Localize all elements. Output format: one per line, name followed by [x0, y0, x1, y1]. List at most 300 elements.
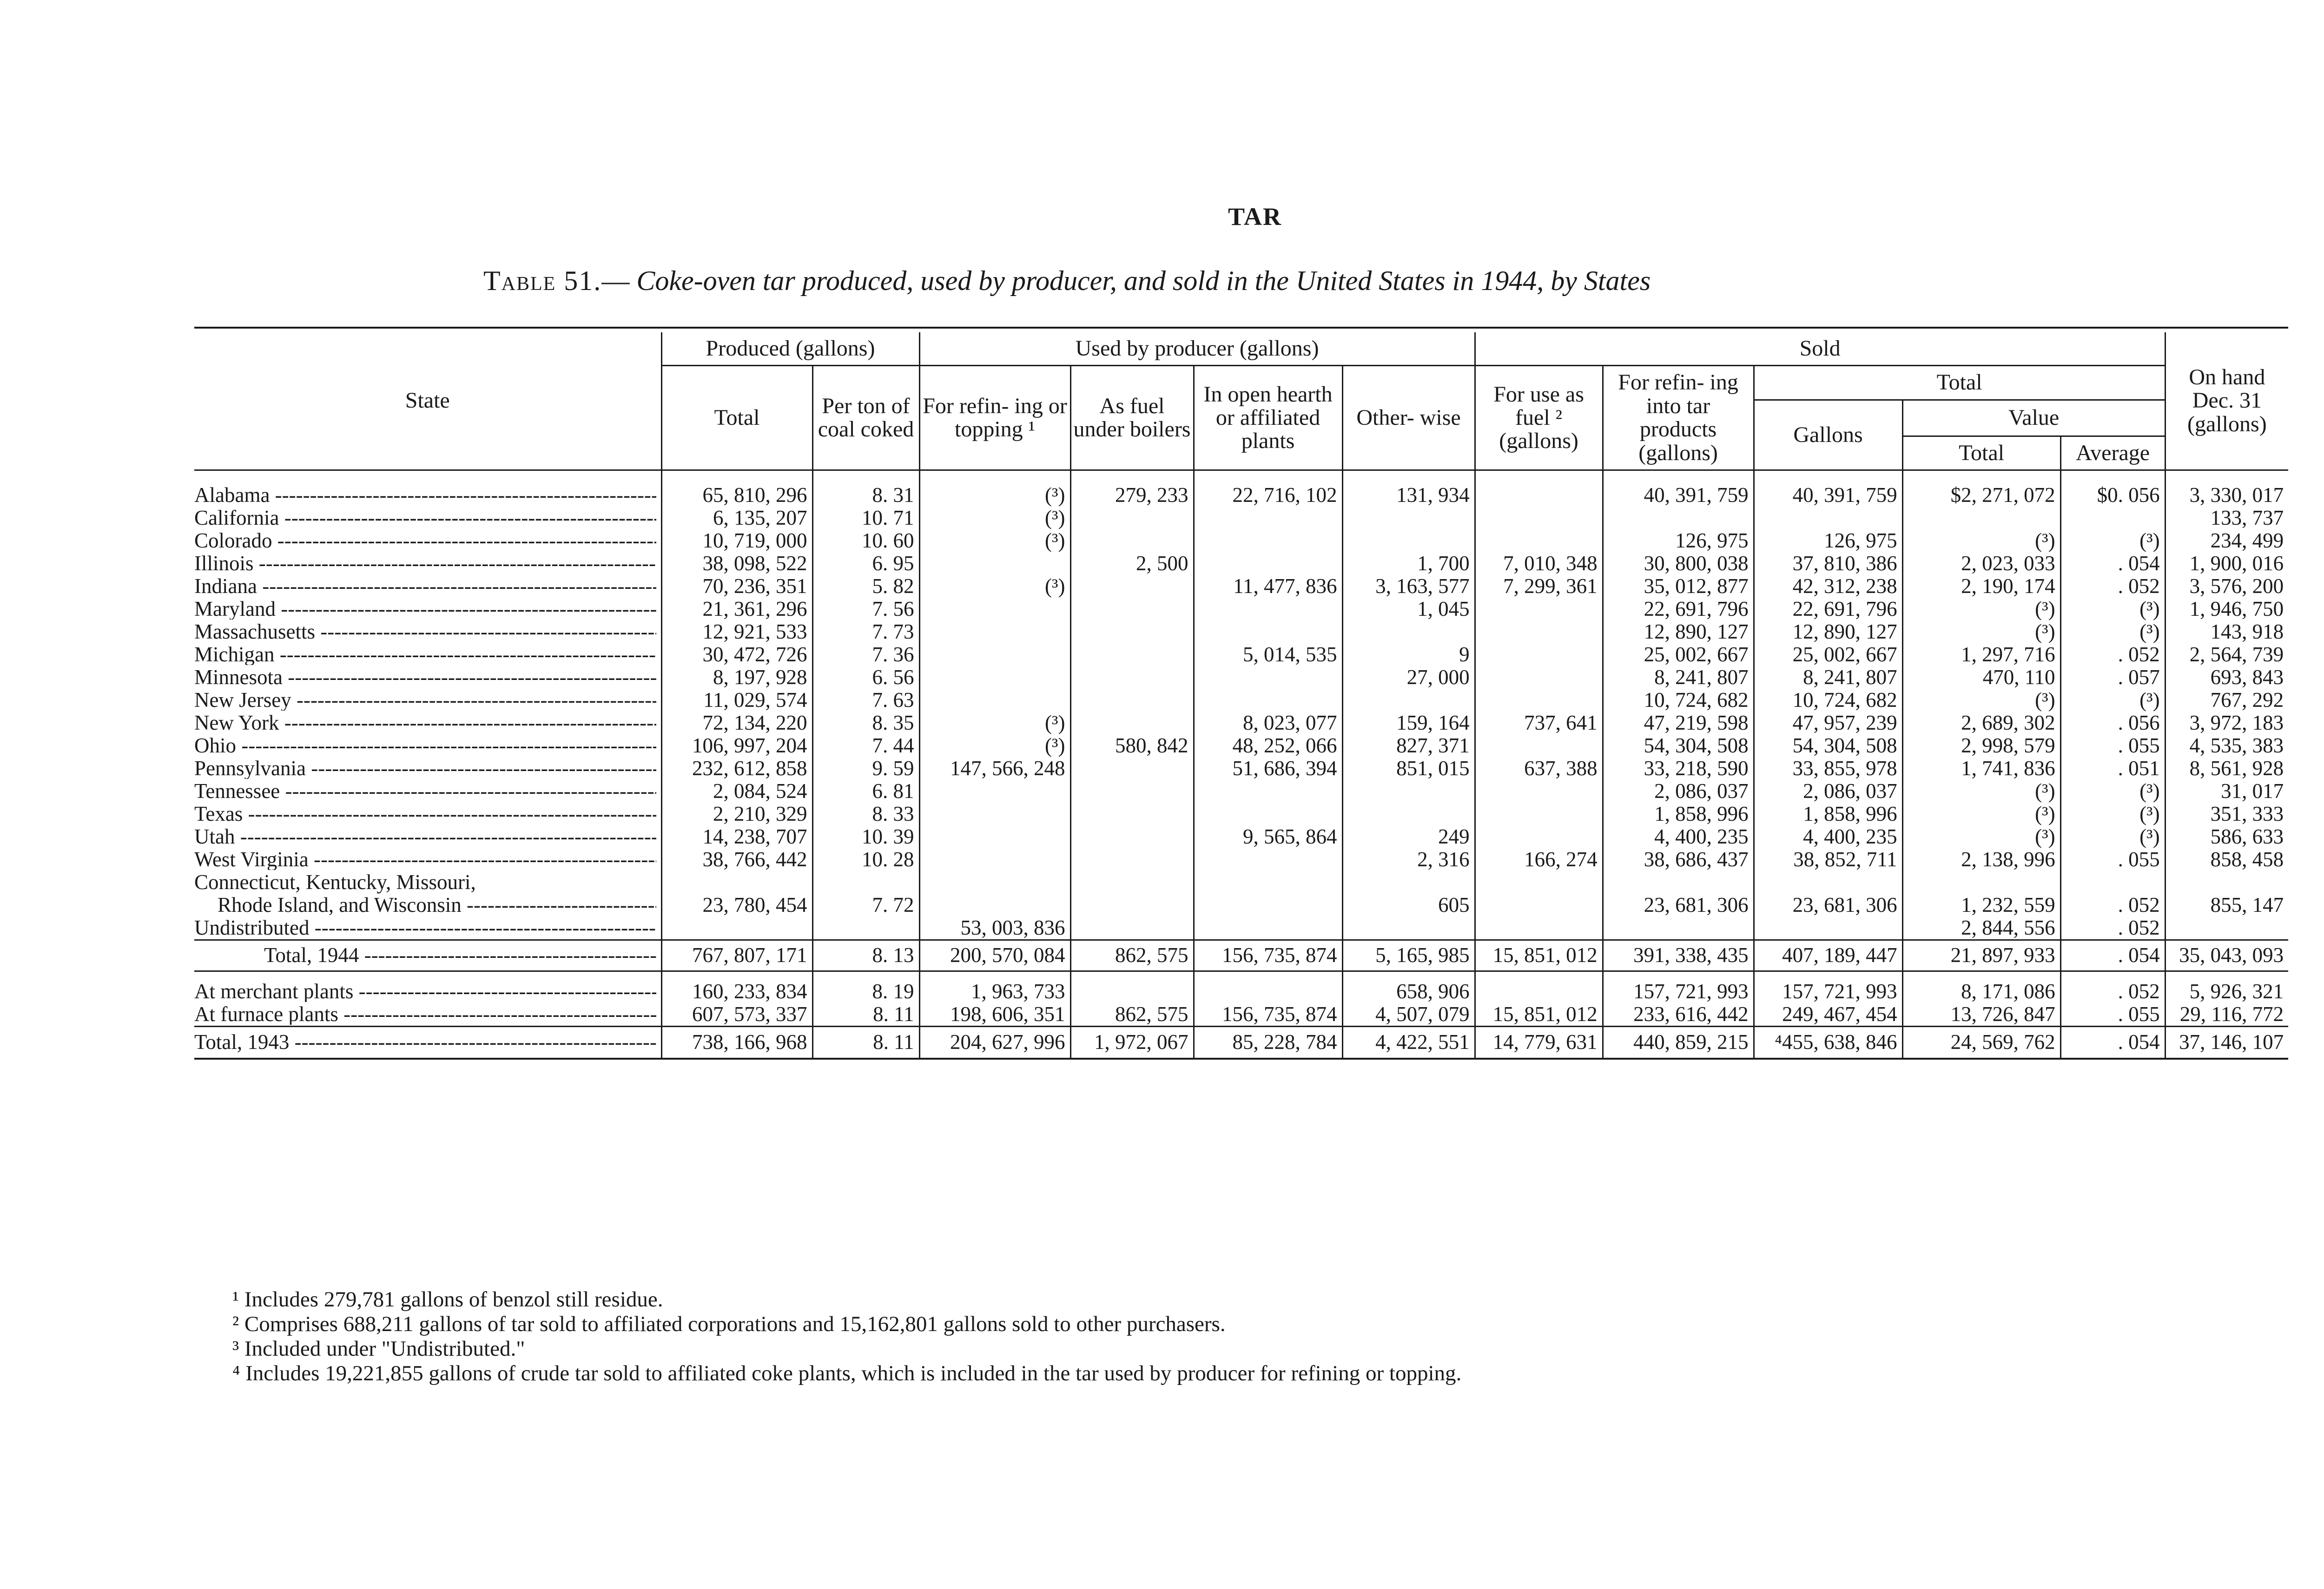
cell-on-hand: 4, 535, 383: [2165, 734, 2288, 757]
cell-value-total: 2, 998, 579: [1902, 734, 2060, 757]
cell-per-ton: 10. 39: [812, 825, 919, 848]
cell-total: 30, 472, 726: [661, 643, 812, 666]
cell-total: 767, 807, 171: [661, 940, 812, 971]
cell-open-hearth: [1194, 689, 1342, 712]
cell-refining: 198, 606, 351: [919, 1003, 1070, 1027]
cell-fuel-boilers: [1070, 780, 1194, 803]
tar-table: [194, 332, 2288, 1060]
cell-value-total: 1, 741, 836: [1902, 757, 2060, 780]
cell-per-ton: 7. 73: [812, 620, 919, 643]
cell-total: 2, 210, 329: [661, 803, 812, 825]
cell-value-total: [1902, 507, 2060, 529]
cell-refining: 1, 963, 733: [919, 971, 1070, 1003]
cell-value-total: 2, 844, 556: [1902, 916, 2060, 940]
cell-fuel-boilers: 279, 233: [1070, 484, 1194, 507]
header-average: Average: [2060, 436, 2165, 470]
cell-per-ton: 8. 13: [812, 940, 919, 971]
header-fuel-boilers: As fuel under boilers: [1070, 366, 1194, 470]
footnote-1: ¹ Includes 279,781 gallons of benzol still residue.: [232, 1287, 663, 1312]
header-otherwise: Other- wise: [1342, 366, 1475, 470]
header-produced: Produced (gallons): [661, 332, 919, 366]
cell-open-hearth: 156, 735, 874: [1194, 1003, 1342, 1027]
header-per-ton: Per ton of coal coked: [812, 366, 919, 470]
cell-otherwise: 2, 316: [1342, 848, 1475, 871]
cell-refining-tar: 33, 218, 590: [1603, 757, 1754, 780]
cell-on-hand: 586, 633: [2165, 825, 2288, 848]
cell-use-fuel: 14, 779, 631: [1475, 1026, 1603, 1059]
cell-fuel-boilers: [1070, 803, 1194, 825]
cell-total: 14, 238, 707: [661, 825, 812, 848]
cell-refining: 53, 003, 836: [919, 916, 1070, 940]
cell-average: (³): [2060, 780, 2165, 803]
state-name: New York -----: [194, 712, 656, 733]
cell-open-hearth: 51, 686, 394: [1194, 757, 1342, 780]
cell-refining-tar: 157, 721, 993: [1603, 971, 1754, 1003]
cell-open-hearth: [1194, 529, 1342, 552]
table-row: [194, 848, 2288, 871]
cell-total: 6, 135, 207: [661, 507, 812, 529]
cell-fuel-boilers: [1070, 825, 1194, 848]
cell-value-total: 2, 689, 302: [1902, 712, 2060, 734]
cell-fuel-boilers: [1070, 529, 1194, 552]
cell-open-hearth: 48, 252, 066: [1194, 734, 1342, 757]
state-name: Undistributed -----: [194, 917, 656, 938]
cell-on-hand: 143, 918: [2165, 620, 2288, 643]
state-name: California -----: [194, 508, 656, 528]
cell-refining-tar: 22, 691, 796: [1603, 598, 1754, 620]
cell-average: . 052: [2060, 971, 2165, 1003]
cell-gallons: [1754, 507, 1902, 529]
cell-refining-tar: 25, 002, 667: [1603, 643, 1754, 666]
table-row: [194, 734, 2288, 757]
cell-otherwise: 1, 045: [1342, 598, 1475, 620]
cell-use-fuel: 15, 851, 012: [1475, 940, 1603, 971]
cell-refining-tar: 35, 012, 877: [1603, 575, 1754, 598]
table-row: [194, 757, 2288, 780]
cell-value-total: (³): [1902, 620, 2060, 643]
cell-per-ton: 8. 33: [812, 803, 919, 825]
cell-refining: [919, 666, 1070, 689]
cell-otherwise: 5, 165, 985: [1342, 940, 1475, 971]
state-name: Massachusetts -----: [194, 621, 656, 642]
cell-average: . 054: [2060, 940, 2165, 971]
table-row: [194, 894, 2288, 916]
header-use-fuel: For use as fuel ² (gallons): [1475, 366, 1603, 470]
cell-refining-tar: 54, 304, 508: [1603, 734, 1754, 757]
cell-otherwise: 1, 700: [1342, 552, 1475, 575]
header-refining-tar: For refin- ing into tar products (gallons): [1603, 366, 1754, 470]
running-head: TAR: [1228, 203, 1282, 231]
cell-refining-tar: 2, 086, 037: [1603, 780, 1754, 803]
cell-gallons: 38, 852, 711: [1754, 848, 1902, 871]
state-name: Minnesota -----: [194, 667, 656, 688]
cell-total: 65, 810, 296: [661, 484, 812, 507]
cell-gallons: 40, 391, 759: [1754, 484, 1902, 507]
cell-open-hearth: [1194, 620, 1342, 643]
cell-on-hand: 858, 458: [2165, 848, 2288, 871]
cell-open-hearth: 9, 565, 864: [1194, 825, 1342, 848]
cell-fuel-boilers: [1070, 643, 1194, 666]
cell-per-ton: 7. 44: [812, 734, 919, 757]
cell-on-hand: 3, 972, 183: [2165, 712, 2288, 734]
cell-refining-tar: 233, 616, 442: [1603, 1003, 1754, 1027]
cell-on-hand: 693, 843: [2165, 666, 2288, 689]
header-value-total: Total: [1902, 436, 2060, 470]
header-sold: Sold: [1475, 332, 2165, 366]
cell-fuel-boilers: [1070, 666, 1194, 689]
total-1943-row: [194, 1026, 2288, 1059]
cell-total: 72, 134, 220: [661, 712, 812, 734]
cell-average: (³): [2060, 620, 2165, 643]
cell-fuel-boilers: [1070, 971, 1194, 1003]
cell-on-hand: 2, 564, 739: [2165, 643, 2288, 666]
cell-gallons: 10, 724, 682: [1754, 689, 1902, 712]
table-row: [194, 871, 2288, 894]
cell-average: . 054: [2060, 552, 2165, 575]
table-row: [194, 575, 2288, 598]
cell-fuel-boilers: [1070, 712, 1194, 734]
cell-gallons: 33, 855, 978: [1754, 757, 1902, 780]
cell-value-total: (³): [1902, 529, 2060, 552]
cell-refining: [919, 780, 1070, 803]
cell-otherwise: 159, 164: [1342, 712, 1475, 734]
cell-fuel-boilers: [1070, 507, 1194, 529]
cell-use-fuel: [1475, 803, 1603, 825]
table-row: [194, 916, 2288, 940]
cell-average: . 057: [2060, 666, 2165, 689]
cell-refining: (³): [919, 484, 1070, 507]
cell-open-hearth: 156, 735, 874: [1194, 940, 1342, 971]
state-name: Connecticut, Kentucky, Missouri,: [194, 870, 476, 894]
footnote-3: ³ Included under "Undistributed.": [232, 1337, 525, 1361]
cell-use-fuel: 7, 299, 361: [1475, 575, 1603, 598]
state-name: New Jersey -----: [194, 690, 656, 711]
cell-refining-tar: 10, 724, 682: [1603, 689, 1754, 712]
cell-use-fuel: [1475, 507, 1603, 529]
cell-value-total: (³): [1902, 689, 2060, 712]
table-row: [194, 689, 2288, 712]
table-row: [194, 552, 2288, 575]
cell-open-hearth: [1194, 507, 1342, 529]
cell-on-hand: 35, 043, 093: [2165, 940, 2288, 971]
header-sold-total: Total: [1754, 366, 2165, 400]
cell-use-fuel: 15, 851, 012: [1475, 1003, 1603, 1027]
cell-gallons: 23, 681, 306: [1754, 894, 1902, 916]
cell-refining: [919, 643, 1070, 666]
cell-per-ton: 7. 56: [812, 598, 919, 620]
cell-value-total: (³): [1902, 598, 2060, 620]
cell-use-fuel: [1475, 484, 1603, 507]
cell-fuel-boilers: 1, 972, 067: [1070, 1026, 1194, 1059]
cell-per-ton: 8. 35: [812, 712, 919, 734]
cell-total: 23, 780, 454: [661, 894, 812, 916]
cell-total: 38, 098, 522: [661, 552, 812, 575]
table-row: [194, 666, 2288, 689]
state-name: Rhode Island, and Wisconsin -----: [218, 895, 656, 916]
cell-fuel-boilers: [1070, 689, 1194, 712]
cell-per-ton: 7. 72: [812, 894, 919, 916]
cell-fuel-boilers: 2, 500: [1070, 552, 1194, 575]
cell-use-fuel: [1475, 620, 1603, 643]
cell-on-hand: 234, 499: [2165, 529, 2288, 552]
cell-refining: [919, 598, 1070, 620]
cell-per-ton: 7. 36: [812, 643, 919, 666]
cell-use-fuel: 637, 388: [1475, 757, 1603, 780]
cell-on-hand: 855, 147: [2165, 894, 2288, 916]
cell-average: (³): [2060, 598, 2165, 620]
cell-gallons: 8, 241, 807: [1754, 666, 1902, 689]
cell-average: . 051: [2060, 757, 2165, 780]
cell-value-total: 2, 023, 033: [1902, 552, 2060, 575]
cell-average: . 054: [2060, 1026, 2165, 1059]
cell-value-total: (³): [1902, 825, 2060, 848]
cell-use-fuel: [1475, 780, 1603, 803]
cell-otherwise: [1342, 529, 1475, 552]
cell-refining-tar: 440, 859, 215: [1603, 1026, 1754, 1059]
cell-gallons: 37, 810, 386: [1754, 552, 1902, 575]
cell-total: 8, 197, 928: [661, 666, 812, 689]
state-name: Total, 1944 -----: [264, 945, 656, 966]
spacer-row: [194, 470, 2288, 484]
cell-total: 160, 233, 834: [661, 971, 812, 1003]
cell-otherwise: 605: [1342, 894, 1475, 916]
cell-value-total: $2, 271, 072: [1902, 484, 2060, 507]
cell-per-ton: 8. 31: [812, 484, 919, 507]
cell-use-fuel: [1475, 529, 1603, 552]
state-name: Texas -----: [194, 804, 656, 824]
cell-on-hand: 5, 926, 321: [2165, 971, 2288, 1003]
cell-per-ton: 5. 82: [812, 575, 919, 598]
cell-value-total: (³): [1902, 780, 2060, 803]
cell-fuel-boilers: [1070, 620, 1194, 643]
cell-refining: 147, 566, 248: [919, 757, 1070, 780]
cell-gallons: 2, 086, 037: [1754, 780, 1902, 803]
cell-use-fuel: [1475, 825, 1603, 848]
cell-total: 70, 236, 351: [661, 575, 812, 598]
cell-refining: (³): [919, 507, 1070, 529]
cell-fuel-boilers: [1070, 848, 1194, 871]
cell-use-fuel: 737, 641: [1475, 712, 1603, 734]
cell-gallons: 47, 957, 239: [1754, 712, 1902, 734]
cell-use-fuel: [1475, 734, 1603, 757]
cell-open-hearth: [1194, 971, 1342, 1003]
cell-open-hearth: 22, 716, 102: [1194, 484, 1342, 507]
cell-per-ton: 6. 56: [812, 666, 919, 689]
cell-fuel-boilers: 862, 575: [1070, 940, 1194, 971]
cell-total: 11, 029, 574: [661, 689, 812, 712]
cell-total: 21, 361, 296: [661, 598, 812, 620]
cell-otherwise: 3, 163, 577: [1342, 575, 1475, 598]
cell-gallons: 1, 858, 996: [1754, 803, 1902, 825]
cell-refining-tar: 47, 219, 598: [1603, 712, 1754, 734]
cell-value-total: 21, 897, 933: [1902, 940, 2060, 971]
cell-refining: (³): [919, 712, 1070, 734]
footnote-2: ² Comprises 688,211 gallons of tar sold to affiliated corporations and 15,162,801 gallons sold to other purchasers.: [232, 1312, 1226, 1337]
cell-use-fuel: [1475, 643, 1603, 666]
cell-fuel-boilers: 580, 842: [1070, 734, 1194, 757]
header-state: State: [194, 332, 661, 470]
cell-gallons: 407, 189, 447: [1754, 940, 1902, 971]
cell-otherwise: [1342, 803, 1475, 825]
cell-otherwise: 827, 371: [1342, 734, 1475, 757]
table-row: [194, 507, 2288, 529]
cell-refining-tar: 38, 686, 437: [1603, 848, 1754, 871]
cell-value-total: 1, 232, 559: [1902, 894, 2060, 916]
cell-per-ton: 10. 28: [812, 848, 919, 871]
top-rule: [194, 327, 2288, 329]
cell-fuel-boilers: [1070, 598, 1194, 620]
cell-per-ton: 6. 81: [812, 780, 919, 803]
state-name: At furnace plants -----: [194, 1004, 656, 1025]
cell-on-hand: 351, 333: [2165, 803, 2288, 825]
cell-otherwise: [1342, 507, 1475, 529]
total-1944-row: [194, 940, 2288, 971]
state-name: Ohio -----: [194, 735, 656, 756]
cell-total: 232, 612, 858: [661, 757, 812, 780]
cell-use-fuel: 166, 274: [1475, 848, 1603, 871]
header-refining: For refin- ing or topping ¹: [919, 366, 1070, 470]
cell-otherwise: [1342, 780, 1475, 803]
cell-value-total: (³): [1902, 803, 2060, 825]
cell-refining-tar: 391, 338, 435: [1603, 940, 1754, 971]
cell-average: [2060, 507, 2165, 529]
cell-otherwise: [1342, 620, 1475, 643]
cell-per-ton: 8. 19: [812, 971, 919, 1003]
cell-value-total: 2, 138, 996: [1902, 848, 2060, 871]
cell-refining: [919, 689, 1070, 712]
cell-open-hearth: 8, 023, 077: [1194, 712, 1342, 734]
cell-gallons: 25, 002, 667: [1754, 643, 1902, 666]
cell-gallons: ⁴455, 638, 846: [1754, 1026, 1902, 1059]
header-gallons: Gallons: [1754, 400, 1902, 470]
cell-refining: (³): [919, 529, 1070, 552]
cell-refining-tar: 40, 391, 759: [1603, 484, 1754, 507]
cell-refining: [919, 620, 1070, 643]
cell-gallons: 22, 691, 796: [1754, 598, 1902, 620]
cell-fuel-boilers: [1070, 575, 1194, 598]
cell-average: . 052: [2060, 643, 2165, 666]
cell-gallons: 54, 304, 508: [1754, 734, 1902, 757]
table-row: [194, 620, 2288, 643]
cell-total: 2, 084, 524: [661, 780, 812, 803]
cell-open-hearth: 5, 014, 535: [1194, 643, 1342, 666]
cell-gallons: 126, 975: [1754, 529, 1902, 552]
cell-refining-tar: 30, 800, 038: [1603, 552, 1754, 575]
cell-refining-tar: 23, 681, 306: [1603, 894, 1754, 916]
cell-open-hearth: 11, 477, 836: [1194, 575, 1342, 598]
cell-total: 10, 719, 000: [661, 529, 812, 552]
cell-per-ton: 10. 60: [812, 529, 919, 552]
merchant-row: [194, 971, 2288, 1003]
cell-on-hand: 1, 946, 750: [2165, 598, 2288, 620]
cell-gallons: 12, 890, 127: [1754, 620, 1902, 643]
state-name: Utah -----: [194, 826, 656, 847]
cell-gallons: 4, 400, 235: [1754, 825, 1902, 848]
cell-average: . 055: [2060, 848, 2165, 871]
state-name: Pennsylvania -----: [194, 758, 656, 779]
cell-total: 607, 573, 337: [661, 1003, 812, 1027]
cell-refining: (³): [919, 734, 1070, 757]
cell-refining: [919, 848, 1070, 871]
cell-total: 12, 921, 533: [661, 620, 812, 643]
state-name: Illinois -----: [194, 553, 656, 574]
table-row: [194, 643, 2288, 666]
cell-value-total: 1, 297, 716: [1902, 643, 2060, 666]
cell-refining: 204, 627, 996: [919, 1026, 1070, 1059]
cell-average: . 052: [2060, 575, 2165, 598]
cell-average: . 052: [2060, 916, 2165, 940]
cell-value-total: 24, 569, 762: [1902, 1026, 2060, 1059]
cell-otherwise: 658, 906: [1342, 971, 1475, 1003]
cell-otherwise: 131, 934: [1342, 484, 1475, 507]
cell-refining-tar: [1603, 507, 1754, 529]
cell-average: (³): [2060, 825, 2165, 848]
table-row: [194, 712, 2288, 734]
cell-on-hand: 767, 292: [2165, 689, 2288, 712]
cell-use-fuel: [1475, 689, 1603, 712]
cell-otherwise: 851, 015: [1342, 757, 1475, 780]
cell-average: $0. 056: [2060, 484, 2165, 507]
state-name: Tennessee -----: [194, 781, 656, 802]
cell-average: (³): [2060, 689, 2165, 712]
cell-use-fuel: 7, 010, 348: [1475, 552, 1603, 575]
cell-value-total: 470, 110: [1902, 666, 2060, 689]
cell-use-fuel: [1475, 971, 1603, 1003]
cell-value-total: 13, 726, 847: [1902, 1003, 2060, 1027]
table-row: [194, 803, 2288, 825]
header-open-hearth: In open hearth or affiliated plants: [1194, 366, 1342, 470]
cell-refining-tar: 8, 241, 807: [1603, 666, 1754, 689]
furnace-row: [194, 1003, 2288, 1027]
cell-otherwise: 4, 507, 079: [1342, 1003, 1475, 1027]
header-produced-total: Total: [661, 366, 812, 470]
table-row: [194, 780, 2288, 803]
cell-refining: 200, 570, 084: [919, 940, 1070, 971]
table-caption: Table 51.— Coke-oven tar produced, used by producer, and sold in the United States in 1944, by States: [483, 265, 1651, 296]
footnotes: [232, 1287, 2092, 1386]
cell-average: (³): [2060, 803, 2165, 825]
cell-refining-tar: 12, 890, 127: [1603, 620, 1754, 643]
cell-use-fuel: [1475, 598, 1603, 620]
cell-refining-tar: 126, 975: [1603, 529, 1754, 552]
state-name: Maryland -----: [194, 599, 656, 620]
cell-fuel-boilers: 862, 575: [1070, 1003, 1194, 1027]
table-row: [194, 825, 2288, 848]
cell-on-hand: 8, 561, 928: [2165, 757, 2288, 780]
cell-per-ton: 7. 63: [812, 689, 919, 712]
state-name: Alabama -----: [194, 485, 656, 506]
cell-refining: (³): [919, 575, 1070, 598]
state-rows: [194, 470, 2288, 871]
cell-gallons: 157, 721, 993: [1754, 971, 1902, 1003]
summary-rows: [194, 871, 2288, 1059]
table-row: [194, 484, 2288, 507]
cell-refining-tar: 4, 400, 235: [1603, 825, 1754, 848]
cell-total: 38, 766, 442: [661, 848, 812, 871]
cell-per-ton: 10. 71: [812, 507, 919, 529]
cell-use-fuel: [1475, 666, 1603, 689]
cell-on-hand: 133, 737: [2165, 507, 2288, 529]
cell-average: . 052: [2060, 894, 2165, 916]
cell-open-hearth: [1194, 848, 1342, 871]
cell-total: 738, 166, 968: [661, 1026, 812, 1059]
cell-on-hand: 31, 017: [2165, 780, 2288, 803]
header-on-hand: On hand Dec. 31 (gallons): [2165, 332, 2288, 470]
state-name: Total, 1943 -----: [194, 1032, 656, 1053]
cell-average: . 055: [2060, 734, 2165, 757]
cell-otherwise: 9: [1342, 643, 1475, 666]
cell-on-hand: 1, 900, 016: [2165, 552, 2288, 575]
